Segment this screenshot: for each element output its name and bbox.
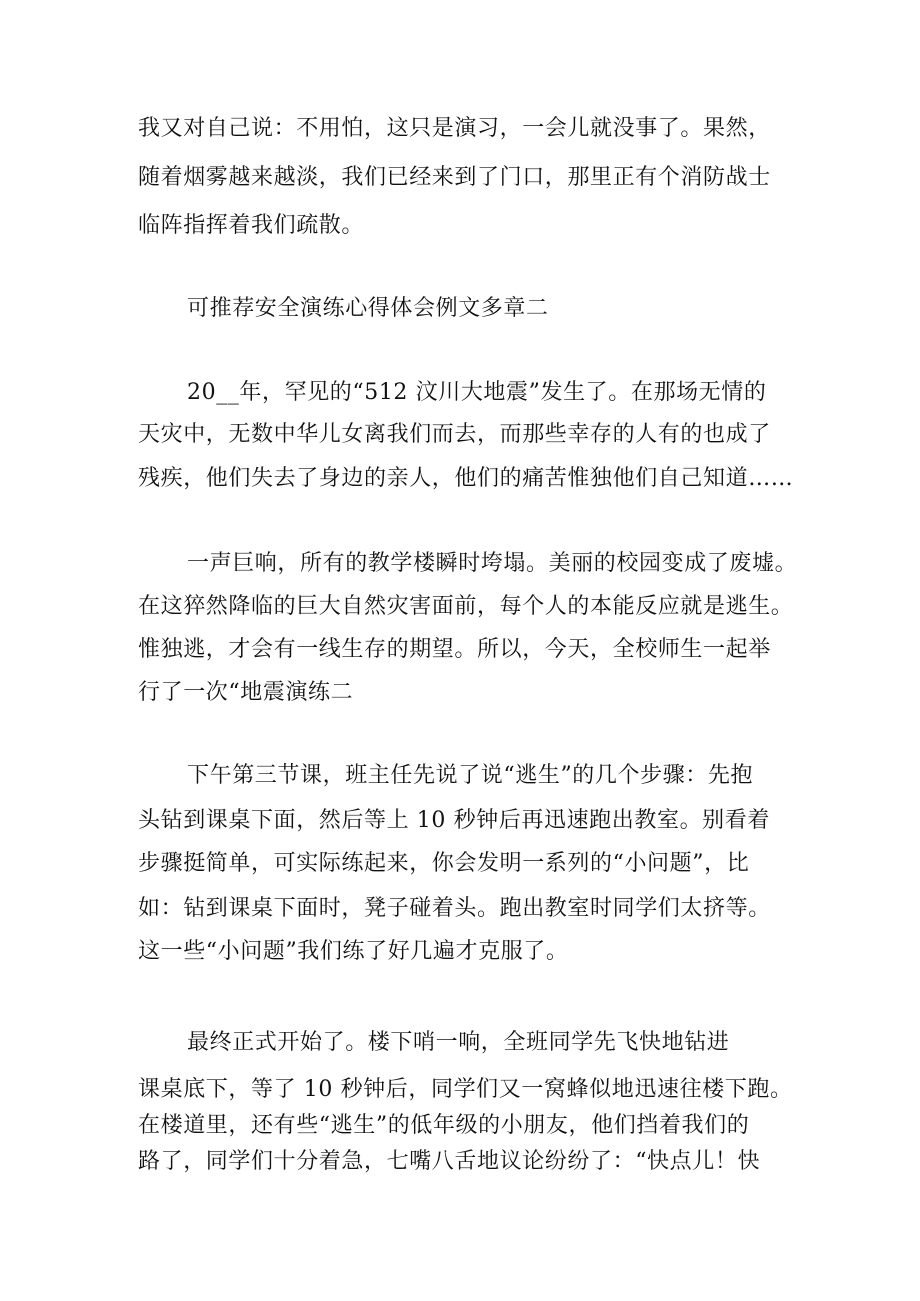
paragraph-5-line-1: 最终正式开始了。楼下哨一响，全班同学先飞快地钻进 [187, 1030, 730, 1055]
paragraph-4-line-5: 这一些“小问题”我们练了好几遍才克服了。 [138, 939, 569, 964]
paragraph-5-line-2: 课桌底下，等了 10 秒钟后，同学们又一窝蜂似地迅速往楼下跑。 [138, 1077, 793, 1102]
paragraph-2-line-1: 20__年，罕见的“512 汶川大地震”发生了。在那场无情的 [187, 380, 767, 405]
section-heading: 可推荐安全演练心得体会例文多章二 [187, 296, 549, 321]
paragraph-1-line-2: 随着烟雾越来越淡，我们已经来到了门口，那里正有个消防战士 [138, 165, 771, 190]
paragraph-2-line-2: 天灾中，无数中华儿女离我们而去，而那些幸存的人有的也成了 [138, 422, 771, 447]
paragraph-2-line-3: 残疾，他们失去了身边的亲人，他们的痛苦惟独他们自己知道…… [138, 466, 794, 491]
paragraph-4-line-4: 如：钻到课桌下面时，凳子碰着头。跑出教室时同学们太挤等。 [138, 896, 771, 921]
paragraph-1-line-3: 临阵指挥着我们疏散。 [138, 213, 365, 238]
paragraph-3-line-4: 行了一次“地震演练二 [138, 680, 354, 705]
paragraph-3-line-3: 惟独逃，才会有一线生存的期望。所以，今天，全校师生一起举 [138, 637, 771, 662]
paragraph-1-line-1: 我又对自己说：不用怕，这只是演习，一会儿就没事了。果然， [138, 116, 771, 141]
paragraph-5-line-4: 路了，同学们十分着急，七嘴八舌地议论纷纷了：“快点儿！快 [138, 1149, 761, 1174]
paragraph-4-line-1: 下午第三节课，班主任先说了说“逃生”的几个步骤：先抱 [187, 763, 754, 788]
paragraph-4-line-2: 头钻到课桌下面，然后等上 10 秒钟后再迅速跑出教室。别看着 [138, 808, 770, 833]
paragraph-5-line-3: 在楼道里，还有些“逃生”的低年级的小朋友，他们挡着我们的 [138, 1113, 750, 1138]
paragraph-3-line-1: 一声巨响，所有的教学楼瞬时垮塌。美丽的校园变成了废墟。 [187, 551, 798, 576]
paragraph-4-line-3: 步骤挺简单，可实际练起来，你会发明一系列的“小问题”，比 [138, 851, 750, 876]
paragraph-3-line-2: 在这猝然降临的巨大自然灾害面前，每个人的本能反应就是逃生。 [138, 594, 794, 619]
